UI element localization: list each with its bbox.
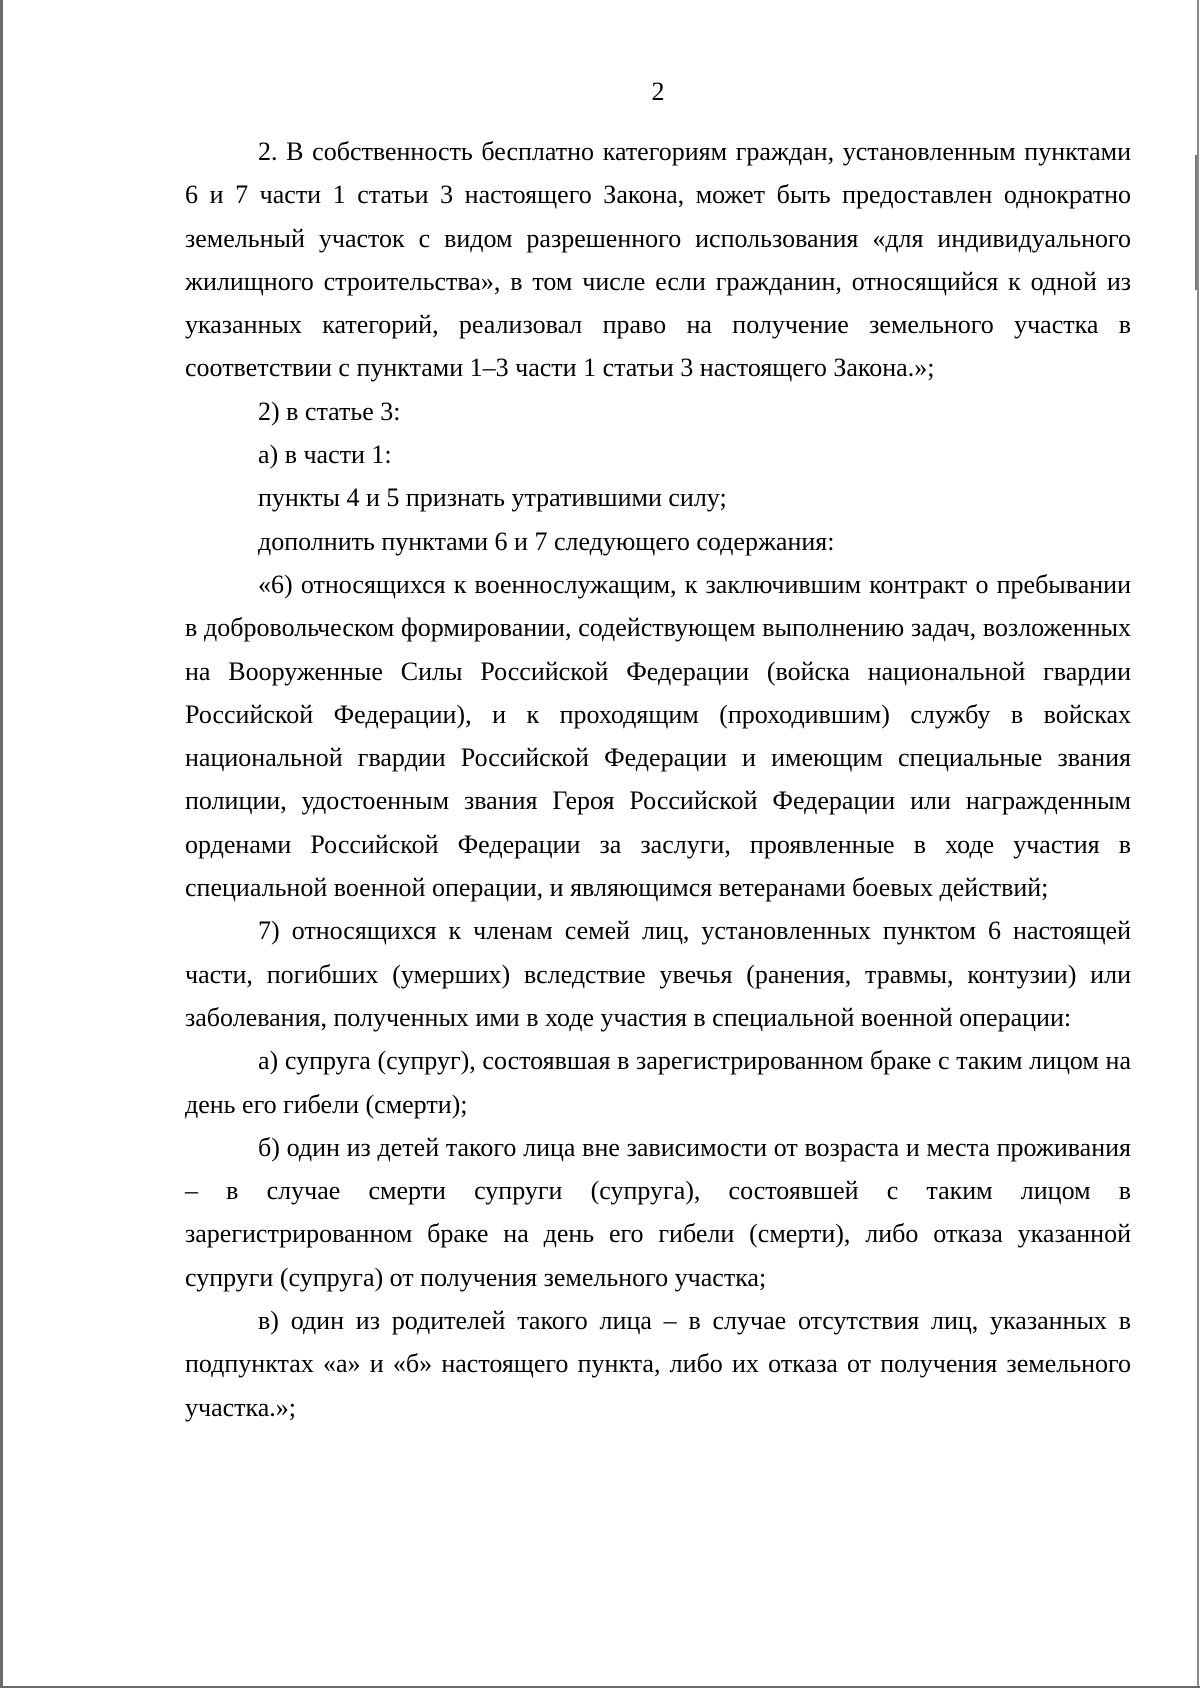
paragraph-item-7: 7) относящихся к членам семей лиц, установленных пунктом 6 настоящей части, погибших (умерших) вследствие увечья (ранения, травмы, контузии) или заболевания, полученных ими в ходе участия в специальной военной операции: xyxy=(185,916,1131,1032)
paragraph-in-article-3: 2) в статье 3: xyxy=(258,396,401,426)
scan-edge-right xyxy=(1197,0,1199,1688)
page-number: 2 xyxy=(651,77,665,106)
paragraph-add-items: дополнить пунктами 6 и 7 следующего содержания: xyxy=(258,526,835,556)
paragraph-item-6: «6) относящихся к военнослужащим, к заключившим контракт о пребывании в добровольческом формировании, содействующем выполнению задач, возложенных на Вооруженные Силы Российской Федерации (войска национальной гвардии Российской Федерации), и к проходящим (проходившим) службу в войсках национальной гвардии Российской Федерации и имеющим специальные звания полиции, удостоенным звания Героя Российской Федерации или награжденным орденами Российской Федерации за заслуги, проявленные в ходе участия в специальной военной операции, и являющимся ветеранами боевых действий; xyxy=(185,569,1131,903)
scan-edge-mark xyxy=(1195,155,1197,290)
paragraph-repeal-items: пункты 4 и 5 признать утратившими силу; xyxy=(258,483,727,513)
document-body xyxy=(185,130,1131,1429)
paragraph-subitem-v: в) один из родителей такого лица – в случае отсутствия лиц, указанных в подпунктах «а» и «б» настоящего пункта, либо их отказа от получения земельного участка.»; xyxy=(185,1306,1131,1422)
paragraph-in-part-1: а) в части 1: xyxy=(258,440,392,470)
paragraph-subitem-a: а) супруга (супруг), состоявшая в зарегистрированном браке с таким лицом на день его гибели (смерти); xyxy=(185,1046,1131,1119)
paragraph-2-free-ownership: 2. В собственность бесплатно категориям граждан, установленным пунктами 6 и 7 части 1 статьи 3 настоящего Закона, может быть предоставлен однократно земельный участок с видом разрешенного использования «для индивидуального жилищного строительства», в том числе если гражданин, относящийся к одной из указанных категорий, реализовал право на получение земельного участка в соответствии с пунктами 1–3 части 1 статьи 3 настоящего Закона.»; xyxy=(185,137,1131,383)
paragraph-subitem-b: б) один из детей такого лица вне зависимости от возраста и места проживания – в случае смерти супруги (супруга), состоявшей с таким лицом в зарегистрированном браке на день его гибели (смерти), либо отказа указанной супруги (супруга) от получения земельного участка; xyxy=(185,1132,1131,1292)
scan-edge-left xyxy=(0,0,3,1688)
